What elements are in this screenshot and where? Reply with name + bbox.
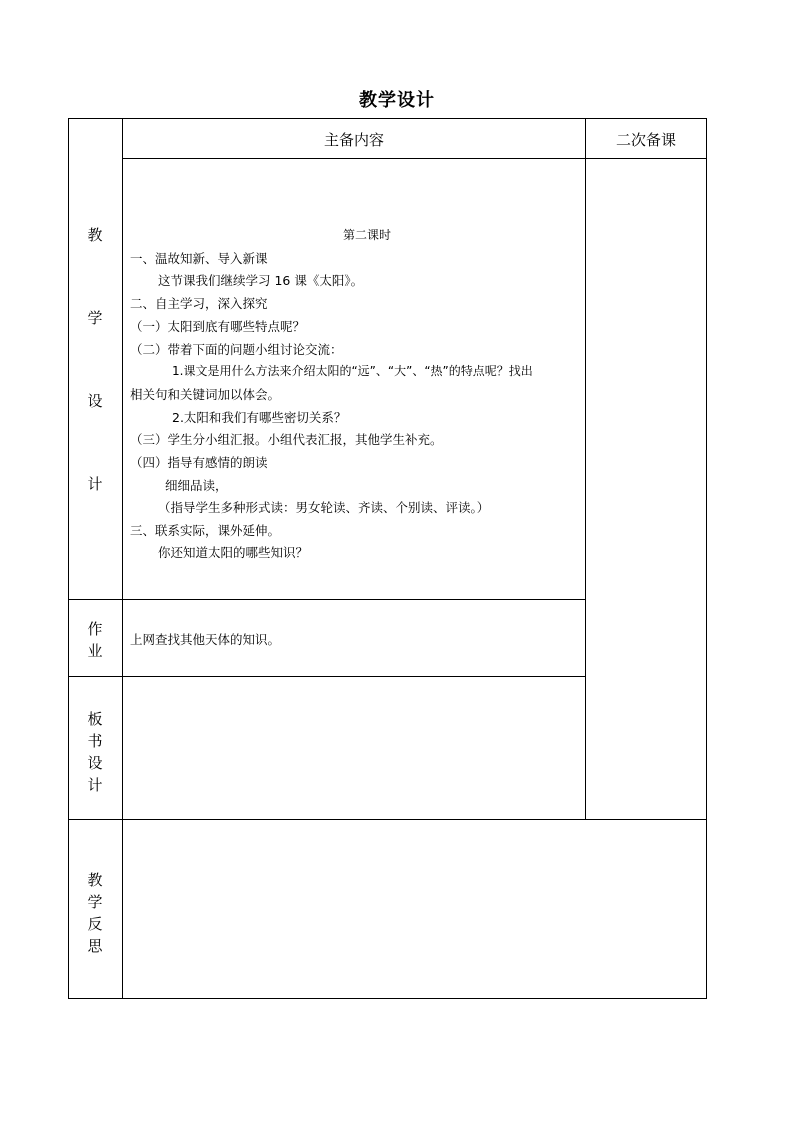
content-cell-board [122,676,586,820]
content-cell-secondary [585,158,707,820]
design-label-4: 计 [87,475,103,493]
board-label-1: 板 [87,710,103,728]
lesson-line: （二）带着下面的问题小组讨论交流： [130,342,343,357]
reflection-label-4: 思 [87,937,103,955]
lesson-line: （四）指导有感情的朗读 [130,455,268,470]
lesson-line: 这节课我们继续学习 16 课《太阳》。 [158,273,364,288]
board-label-3: 设 [87,754,103,772]
lesson-line: （指导学生多种形式读：男女轮读、齐读、个别读、评读。） [158,500,490,515]
lesson-line: 一、温故知新、导入新课 [130,251,268,266]
lesson-line: 细细品读， [165,478,228,493]
homework-label-2: 业 [87,642,103,660]
label-cell-design [68,118,123,600]
lesson-line: 你还知道太阳的哪些知识？ [158,545,309,560]
lesson-line: 二、自主学习，深入探究 [130,296,268,311]
design-label-3: 设 [87,392,103,410]
homework-label-1: 作 [87,620,103,638]
board-label-4: 计 [87,776,103,794]
content-cell-reflection [122,819,707,999]
lesson-period: 第二课时 [342,228,391,242]
lesson-line: 2.太阳和我们有哪些密切关系？ [172,410,347,425]
homework-text: 上网查找其他天体的知识。 [130,632,281,647]
reflection-label-3: 反 [87,915,103,933]
design-label-2: 学 [87,309,103,327]
reflection-label-1: 教 [87,871,103,889]
board-label-2: 书 [87,732,103,750]
page-title: 教学设计 [359,90,435,111]
design-label-1: 教 [87,226,103,244]
lesson-line: （三）学生分小组汇报。小组代表汇报，其他学生补充。 [130,432,443,447]
lesson-line: 三、联系实际，课外延伸。 [130,523,281,538]
lesson-line: 相关句和关键词加以体会。 [130,387,281,402]
reflection-label-2: 学 [87,893,103,911]
lesson-line: 1.课文是用什么方法来介绍太阳的“远”、“大”、“热”的特点呢？找出 [172,364,533,378]
header-main: 主备内容 [323,131,384,149]
lesson-line: （一）太阳到底有哪些特点呢？ [130,319,306,334]
header-secondary: 二次备课 [615,131,676,149]
